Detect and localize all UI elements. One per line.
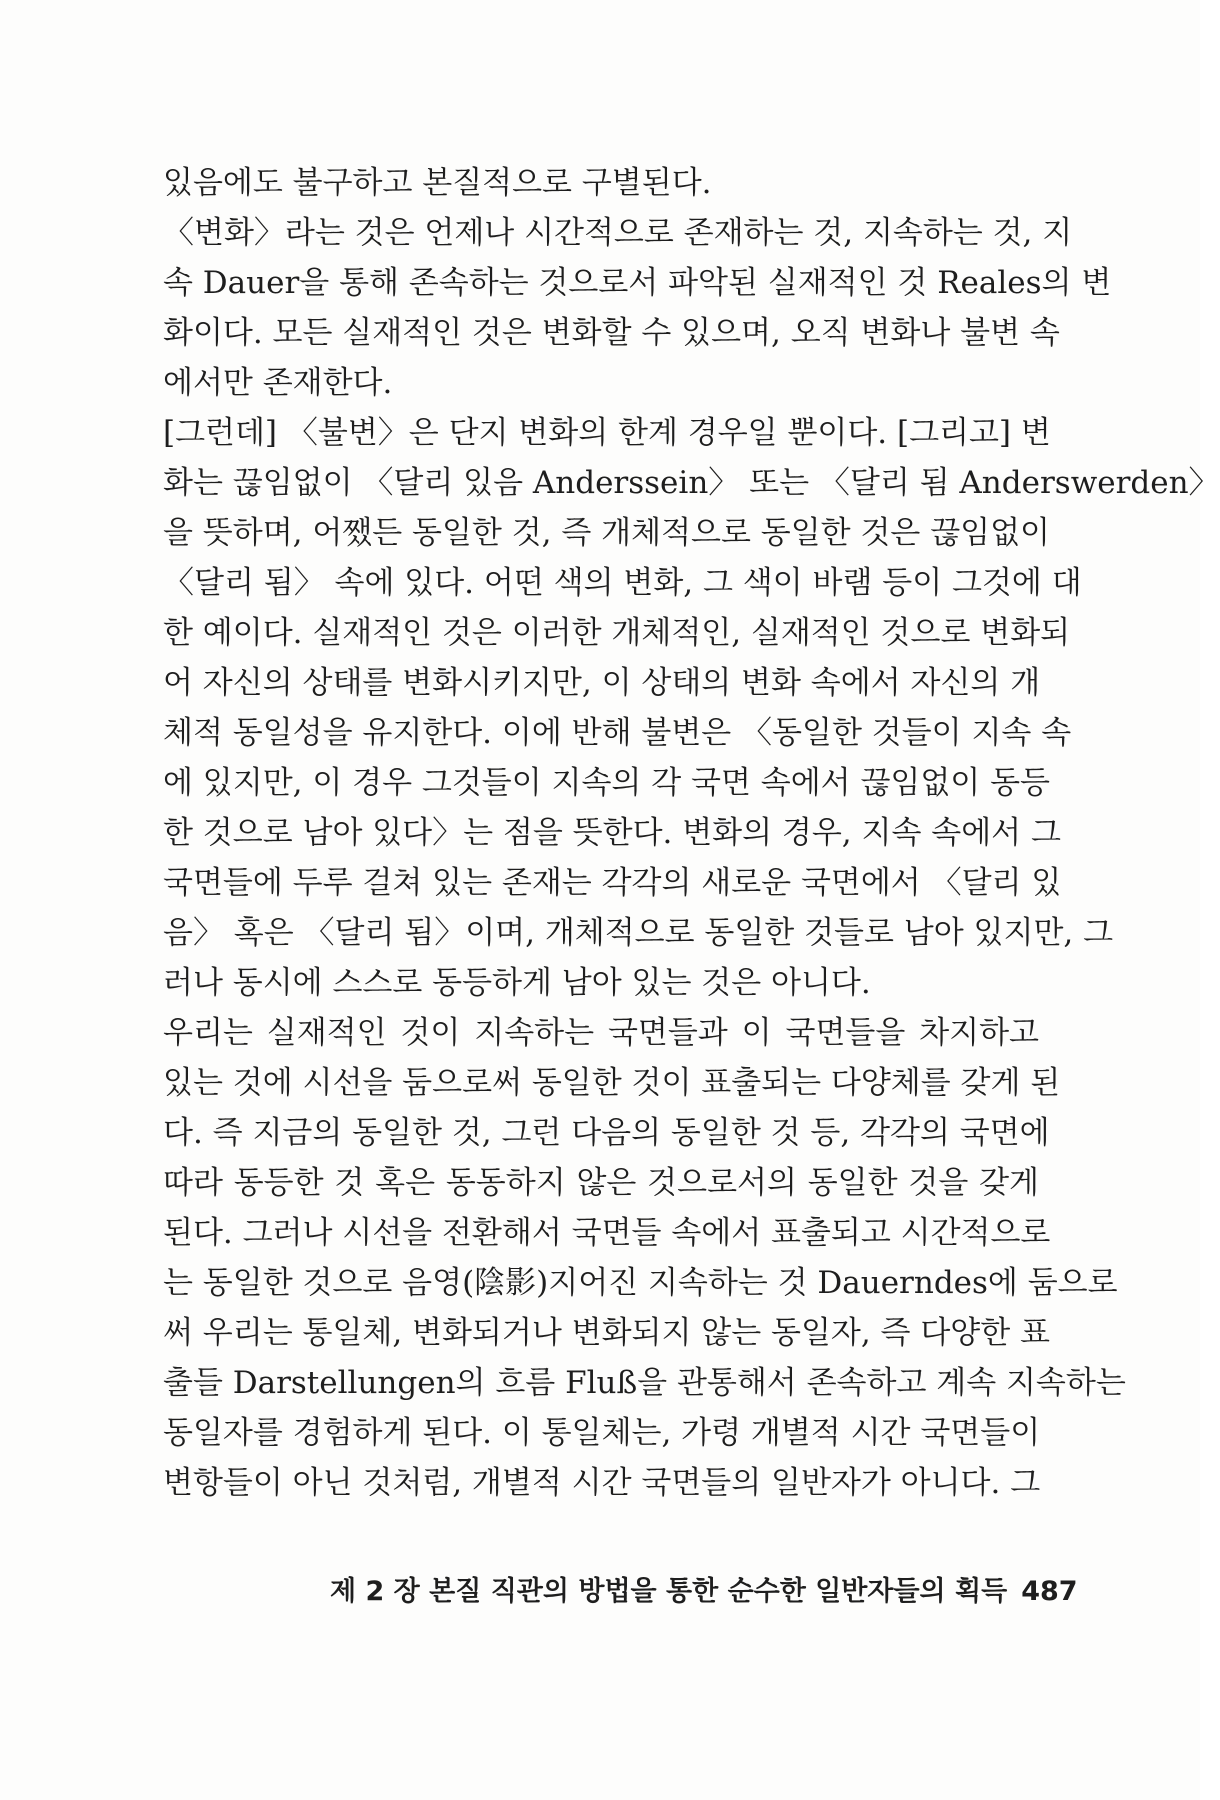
text-line: [그런데] 〈불변〉은 단지 변화의 한계 경우일 뿐이다. [그리고] 변: [163, 415, 1051, 451]
text-line: 어 자신의 상태를 변화시키지만, 이 상태의 변화 속에서 자신의 개: [163, 665, 1041, 701]
page-number: 487: [1021, 1576, 1078, 1607]
text-line: 화이다. 모든 실재적인 것은 변화할 수 있으며, 오직 변화나 불변 속: [163, 315, 1060, 351]
text-line: 〈달리 됨〉 속에 있다. 어떤 색의 변화, 그 색이 바램 등이 그것에 대: [163, 565, 1082, 601]
text-line: 된다. 그러나 시선을 전환해서 국면들 속에서 표출되고 시간적으로: [163, 1215, 1051, 1251]
text-line: 따라 동등한 것 혹은 동동하지 않은 것으로서의 동일한 것을 갖게: [163, 1165, 1039, 1201]
text-line: 화는 끊임없이 〈달리 있음 Anderssein〉 또는 〈달리 됨 Anderswerden〉: [163, 465, 1220, 501]
text-line: 을 뜻하며, 어쨌든 동일한 것, 즉 개체적으로 동일한 것은 끊임없이: [163, 515, 1050, 551]
text-line: 동일자를 경험하게 된다. 이 통일체는, 가령 개별적 시간 국면들이: [163, 1415, 1041, 1451]
text-line: 체적 동일성을 유지한다. 이에 반해 불변은 〈동일한 것들이 지속 속: [163, 715, 1072, 751]
text-line: 〈변화〉라는 것은 언제나 시간적으로 존재하는 것, 지속하는 것, 지: [163, 215, 1073, 251]
text-line: 출들 Darstellungen의 흐름 Fluß을 관통해서 존속하고 계속 지속하는: [163, 1365, 1126, 1401]
footer-chapter-title: 제 2 장 본질 직관의 방법을 통한 순수한 일반자들의 획득: [330, 1576, 1008, 1607]
text-line: 는 동일한 것으로 음영(陰影)지어진 지속하는 것 Dauerndes에 둠으로: [163, 1265, 1118, 1301]
text-line: 있음에도 불구하고 본질적으로 구별된다.: [163, 165, 712, 201]
text-line: 음〉 혹은 〈달리 됨〉이며, 개체적으로 동일한 것들로 남아 있지만, 그: [163, 915, 1114, 951]
text-line: 에 있지만, 이 경우 그것들이 지속의 각 국면 속에서 끊임없이 동등: [163, 765, 1050, 801]
text-line: 있는 것에 시선을 둠으로써 동일한 것이 표출되는 다양체를 갖게 된: [163, 1065, 1061, 1101]
text-line: 국면들에 두루 걸쳐 있는 존재는 각각의 새로운 국면에서 〈달리 있: [163, 865, 1062, 901]
text-line: 속 Dauer을 통해 존속하는 것으로서 파악된 실재적인 것 Reales의 변: [163, 265, 1112, 301]
text-line: 한 것으로 남아 있다〉는 점을 뜻한다. 변화의 경우, 지속 속에서 그: [163, 815, 1061, 851]
text-line: 한 예이다. 실재적인 것은 이러한 개체적인, 실재적인 것으로 변화되: [163, 615, 1071, 651]
text-line: 써 우리는 통일체, 변화되거나 변화되지 않는 동일자, 즉 다양한 표: [163, 1315, 1050, 1351]
text-line: 변항들이 아닌 것처럼, 개별적 시간 국면들의 일반자가 아니다. 그: [163, 1465, 1041, 1501]
text-line: 에서만 존재한다.: [163, 365, 393, 401]
text-line: 우리는 실재적인 것이 지속하는 국면들과 이 국면들을 차지하고: [163, 1015, 1039, 1051]
text-line: 러나 동시에 스스로 동등하게 남아 있는 것은 아니다.: [163, 965, 871, 1001]
running-footer: [330, 1570, 1078, 1614]
body-text: [163, 158, 1220, 1508]
text-line: 다. 즉 지금의 동일한 것, 그런 다음의 동일한 것 등, 각각의 국면에: [163, 1115, 1050, 1151]
